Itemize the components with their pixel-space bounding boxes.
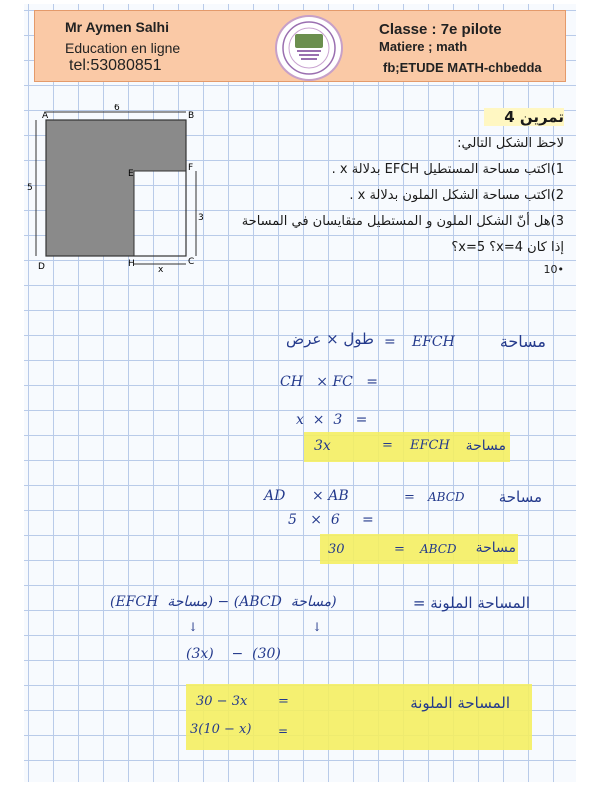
work-l6: 5 × 6 =	[288, 512, 374, 528]
grid-paper	[24, 4, 576, 782]
work-l2: CH × FC =	[280, 374, 378, 390]
label-h: H	[128, 259, 135, 269]
work-l10-expr: 30 − 3x	[196, 694, 248, 709]
work-l1-formula: طول × عرض	[285, 330, 374, 348]
header-classe: Classe : 7e pilote	[379, 21, 502, 38]
shaded-region	[46, 120, 186, 256]
exercise-title: تمرين 4	[484, 108, 564, 126]
school-logo	[275, 15, 343, 81]
question-3: 3)هل أنّ الشكل الملون و المستطيل متقايسان في المساحة	[241, 214, 564, 229]
work-l4-value: 3x	[314, 438, 331, 454]
header-matiere: Matiere ; math	[379, 39, 468, 54]
work-l10-eq: =	[278, 694, 289, 709]
work-l5-rect: ABCD	[428, 490, 465, 504]
work-l4-rect: EFCH	[410, 438, 450, 453]
logo-emblem-icon	[281, 20, 337, 76]
header-facebook: fb;ETUDE MATH-chbedda	[383, 60, 542, 75]
work-l7-label: مساحة	[475, 540, 516, 556]
work-l1-eq: =	[384, 334, 396, 350]
work-l1-label: مساحة	[499, 332, 546, 351]
header-phone: tel:53080851	[69, 57, 162, 74]
work-l10-label: المساحة الملونة	[410, 694, 510, 712]
question-2: 2)اكتب مساحة الشكل الملون بدلالة x .	[349, 188, 564, 203]
work-l8-label: المساحة الملونة =	[412, 594, 530, 612]
geometry-figure	[24, 104, 224, 274]
label-f: F	[188, 163, 194, 173]
length-left: 5	[27, 183, 33, 193]
work-l5-eq: =	[404, 490, 415, 505]
work-l5-formula: AD × AB	[264, 488, 349, 504]
work-l10-factored: 3(10 − x)	[190, 722, 252, 737]
work-l7-eq: =	[394, 542, 405, 557]
work-l1-rect: EFCH	[412, 334, 455, 350]
length-top: 6	[114, 104, 120, 113]
cut-text: •10	[543, 263, 564, 276]
label-c: C	[188, 257, 195, 267]
rectangle-efch	[134, 171, 186, 256]
exercise-intro: لاحظ الشكل التالي:	[457, 136, 564, 151]
arrow-abcd: ↓	[312, 620, 323, 634]
work-l4-eq: =	[382, 438, 393, 453]
label-d: D	[38, 262, 45, 272]
header-banner	[34, 10, 566, 82]
work-l8-expr: (EFCH مساحة) − (ABCD مساحة)	[110, 594, 337, 610]
work-l7-value: 30	[328, 542, 345, 557]
label-b: B	[188, 111, 195, 121]
work-l3: x × 3 =	[296, 412, 368, 428]
question-3-values: إذا كان x=4؟ x=5؟	[451, 240, 564, 255]
arrow-efch: ↓	[188, 620, 199, 634]
work-l9: (3x) − (30)	[186, 646, 281, 662]
length-bottom: x	[158, 265, 164, 274]
work-l4-label: مساحة	[465, 438, 506, 454]
length-right: 3	[198, 213, 204, 223]
label-e: E	[128, 169, 134, 179]
work-l5-label: مساحة	[498, 488, 542, 506]
header-subtitle: Education en ligne	[65, 40, 181, 56]
work-l7-rect: ABCD	[420, 542, 457, 556]
question-1: 1)اكتب مساحة المستطيل EFCH بدلالة x .	[331, 162, 564, 177]
label-a: A	[42, 111, 49, 121]
work-l10b-eq: =	[278, 724, 289, 738]
teacher-name: Mr Aymen Salhi	[65, 19, 169, 35]
